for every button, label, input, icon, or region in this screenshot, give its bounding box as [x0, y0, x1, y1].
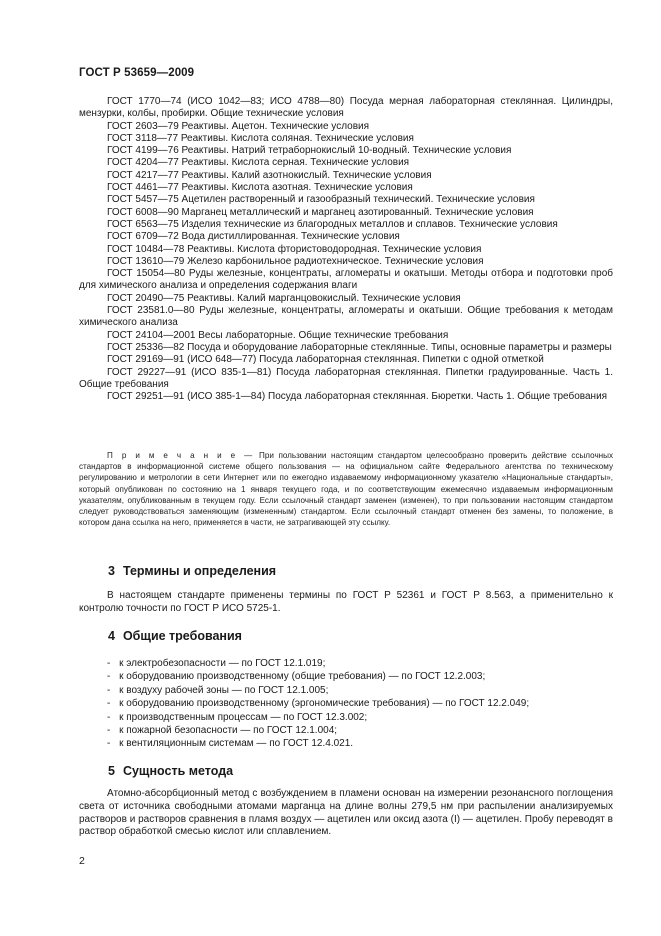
section-number: 4 — [108, 629, 115, 643]
section-4-heading — [108, 629, 242, 643]
section-3-text: В настоящем стандарте применены термины по ГОСТ Р 52361 и ГОСТ Р 8.563, а применительно к контролю точности по ГОСТ Р ИСО 5725-1. — [79, 590, 613, 614]
reference-item: ГОСТ 4217—77 Реактивы. Калий азотнокислый. Технические условия — [107, 169, 432, 181]
section-3-heading — [108, 564, 276, 578]
list-item: - к производственным процессам — по ГОСТ 12.3.002; — [107, 711, 613, 724]
reference-item: ГОСТ 4204—77 Реактивы. Кислота серная. Технические условия — [107, 157, 410, 169]
section-number: 3 — [108, 564, 115, 578]
reference-item: ГОСТ 1770—74 (ИСО 1042—83; ИСО 4788—80) Посуда мерная лабораторная стеклянная. Цилиндры, мензурки, колбы, пробирки. Общие технические условия — [79, 96, 613, 120]
section-title: Общие требования — [122, 629, 242, 643]
reference-item: ГОСТ 24104—2001 Весы лабораторные. Общие технические требования — [107, 329, 449, 341]
reference-item: ГОСТ 15054—80 Руды железные, концентраты, агломераты и окатыши. Методы отбора и подготовки проб для химического анализа и определения содержания влаги — [79, 268, 613, 292]
list-item: - к оборудованию производственному (эргономические требования) — по ГОСТ 12.2.049; — [107, 697, 613, 710]
reference-item: ГОСТ 25336—82 Посуда и оборудование лабораторные стеклянные. Типы, основные параметры и размеры — [107, 341, 612, 353]
section-number: 5 — [108, 764, 115, 778]
reference-item: ГОСТ 13610—79 Железо карбонильное радиотехническое. Технические условия — [107, 255, 484, 267]
reference-item: ГОСТ 23581.0—80 Руды железные, концентраты, агломераты и окатыши. Общие требования к методам химического анализа — [79, 305, 613, 329]
note-text: При пользовании настоящим стандартом целесообразно проверить действие ссылочных стандартов в информационной системе общего пользования — на официальном сайте Федерального агентства по техническому регулированию и метрологии в сети Интернет или по ежегодно издаваемому информационному указателю «Национальные стандарты», который опубликован по состоянию на 1 января текущего года, и по соответствующим ежемесячно издаваемым информационным указателям, опубликованным в текущем году. Если ссылочный стандарт заменен (изменен), то при пользовании настоящим стандартом следует руководствоваться заменяющим (измененным) стандартом. Если ссылочный стандарт отменен без замены, то положение, в котором дана ссылка на него, применяется в части, не затрагивающей эту ссылку. — [79, 451, 614, 528]
list-item: - к пожарной безопасности — по ГОСТ 12.1.004; — [107, 724, 613, 737]
references-note — [79, 450, 613, 528]
reference-item: ГОСТ 5457—75 Ацетилен растворенный и газообразный технический. Технические условия — [107, 194, 535, 206]
reference-item: ГОСТ 10484—78 Реактивы. Кислота фтористоводородная. Технические условия — [107, 243, 482, 255]
section-title: Сущность метода — [122, 764, 234, 778]
list-item: - к электробезопасности — по ГОСТ 12.1.019; — [107, 657, 613, 670]
document-header: ГОСТ Р 53659—2009 — [79, 67, 195, 79]
reference-item: ГОСТ 2603—79 Реактивы. Ацетон. Технические условия — [107, 120, 370, 132]
normative-references-list — [79, 96, 613, 403]
section-5-text: Атомно-абсорбционный метод с возбуждением в пламени основан на измерении резонансного поглощения света от источника свободными атомами марганца на длине волны 279,5 нм при распылении анализируемых растворов и растворов сравнения в пламя воздух — ацетилен или оксид азота (I) — ацетилен. Пробу переводят в раствор обработкой смесью кислот или сплавлением. — [79, 788, 613, 838]
page-number: 2 — [79, 855, 85, 867]
reference-item: ГОСТ 6709—72 Вода дистиллированная. Технические условия — [107, 231, 400, 243]
general-requirements-list — [107, 657, 613, 751]
note-label: П р и м е ч а н и е — — [107, 451, 255, 460]
reference-item: ГОСТ 6008—90 Марганец металлический и марганец азотированный. Технические условия — [107, 206, 534, 218]
list-item: - к оборудованию производственному (общие требования) — по ГОСТ 12.2.003; — [107, 670, 613, 683]
reference-item: ГОСТ 4199—76 Реактивы. Натрий тетраборнокислый 10-водный. Технические условия — [107, 145, 512, 157]
list-item: - к вентиляционным системам — по ГОСТ 12.4.021. — [107, 737, 613, 750]
reference-item: ГОСТ 4461—77 Реактивы. Кислота азотная. Технические условия — [107, 182, 413, 194]
reference-item: ГОСТ 29227—91 (ИСО 835-1—81) Посуда лабораторная стеклянная. Пипетки градуированные. Часть 1. Общие требования — [79, 366, 613, 390]
reference-item: ГОСТ 3118—77 Реактивы. Кислота соляная. Технические условия — [107, 132, 414, 144]
reference-item: ГОСТ 20490—75 Реактивы. Калий марганцовокислый. Технические условия — [107, 292, 461, 304]
reference-item: ГОСТ 6563—75 Изделия технические из благородных металлов и сплавов. Технические условия — [107, 218, 558, 230]
section-5-heading — [108, 764, 233, 778]
reference-item: ГОСТ 29169—91 (ИСО 648—77) Посуда лабораторная стеклянная. Пипетки с одной отметкой — [107, 354, 544, 366]
list-item: - к воздуху рабочей зоны — по ГОСТ 12.1.005; — [107, 684, 613, 697]
section-title: Термины и определения — [122, 564, 277, 578]
reference-item: ГОСТ 29251—91 (ИСО 385-1—84) Посуда лабораторная стеклянная. Бюретки. Часть 1. Общие требования — [107, 391, 608, 403]
